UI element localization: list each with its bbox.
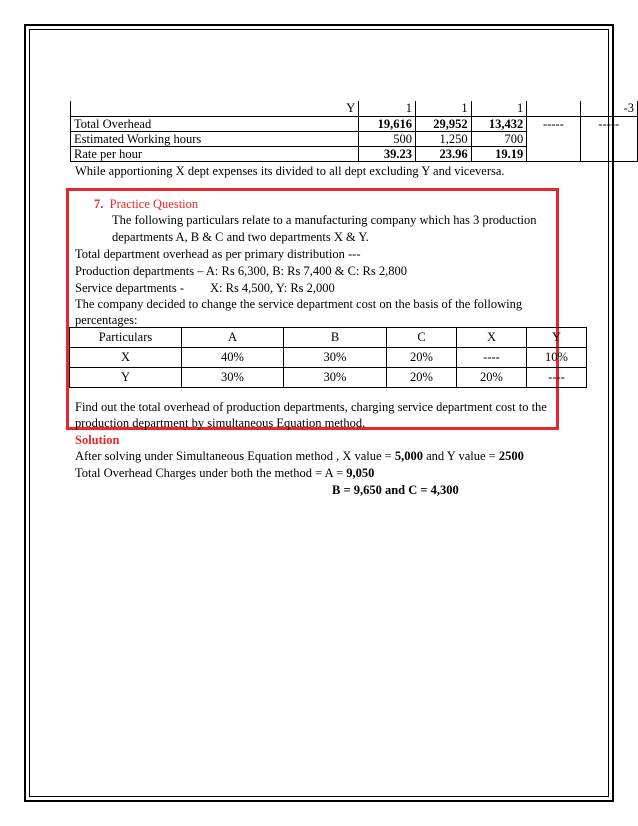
question-line4: Production departments – A: Rs 6,300, B: Rs 7,400 & C: Rs 2,800 bbox=[75, 264, 407, 278]
table-row: Y 1 1 1 -3 bbox=[71, 101, 638, 116]
table-row: Rate per hour 39.23 23.96 19.19 bbox=[71, 146, 638, 161]
solution-heading: Solution bbox=[75, 433, 120, 447]
table-row: Estimated Working hours 500 1,250 700 bbox=[71, 131, 638, 146]
apportion-note: While apportioning X dept expenses its divided to all dept excluding Y and viceversa. bbox=[75, 164, 505, 178]
question-heading bbox=[94, 196, 198, 212]
question-line6: The company decided to change the service department cost on the basis of the following bbox=[75, 297, 523, 311]
question-line5: Service departments - X: Rs 4,500, Y: Rs 2,000 bbox=[75, 281, 335, 295]
question-number: 7. bbox=[94, 197, 104, 211]
find-line1: Find out the total overhead of production departments, charging service department cost to the bbox=[75, 400, 547, 414]
percentage-table bbox=[69, 327, 587, 388]
solution-line3: B = 9,650 and C = 4,300 bbox=[332, 483, 459, 497]
table-row: Y 30% 30% 20% 20% ---- bbox=[70, 368, 587, 388]
question-intro-line2: departments A, B & C and two departments X & Y. bbox=[112, 230, 369, 244]
question-line3: Total department overhead as per primary distribution --- bbox=[75, 247, 361, 261]
question-intro-line1: The following particulars relate to a manufacturing company which has 3 production bbox=[112, 213, 537, 227]
table-row: Total Overhead 19,616 29,952 13,432 ----- ----- bbox=[71, 116, 638, 131]
table-header-row: Particulars A B C X Y bbox=[70, 328, 587, 348]
find-line2: production department by simultaneous Equation method. bbox=[75, 416, 366, 430]
solution-line2: Total Overhead Charges under both the method = A = 9,050 bbox=[75, 466, 375, 480]
table-row: X 40% 30% 20% ---- 10% bbox=[70, 348, 587, 368]
solution-line1: After solving under Simultaneous Equation method , X value = 5,000 and Y value = 2500 bbox=[75, 449, 524, 463]
y-row-label: Y bbox=[290, 101, 359, 116]
overhead-table bbox=[70, 101, 638, 162]
question-line7: percentages: bbox=[75, 313, 138, 327]
question-title: Practice Question bbox=[109, 197, 199, 211]
